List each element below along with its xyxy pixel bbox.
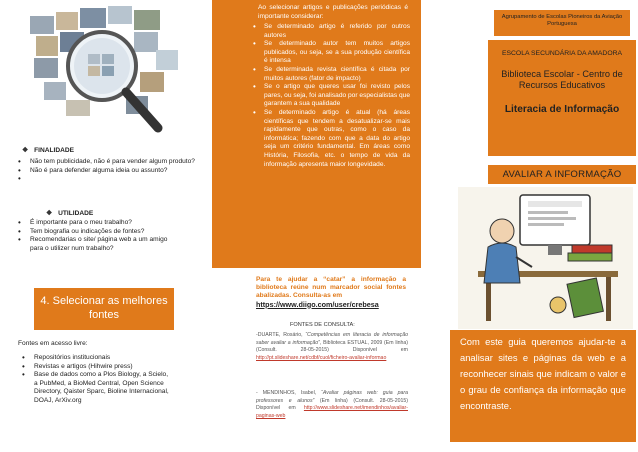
list-item: • Se determinado autor tem muitos artigos publicados, ou seja, se a sua produção científica é intensa [250, 40, 410, 66]
list-item: • Se determinado artigo é referido por outros autores [250, 23, 410, 40]
bookmark-text: Para te ajudar a “catar” a informação a biblioteca reúne num marcador social fontes abalizadas. Consulta-as em [256, 276, 406, 300]
list-item: • Recomendarias o site/ página web a um amigo para o utilizer num trabalho? [18, 236, 168, 253]
criteria-list [250, 23, 410, 169]
magnifier-collage-image [30, 6, 180, 134]
left-panel [0, 0, 210, 452]
diamond-bullet-icon: ❖ [22, 147, 29, 154]
criteria-intro: Ao selecionar artigos e publicações periódicas é importante considerar: [258, 4, 408, 20]
list-item: • É importante para o meu trabalho? [18, 219, 168, 228]
list-item: • Se determinado artigo é atual (há áreas científicas que tendem a desatualizar-se mais rapidamente que outras, como o caso da informática; fazendo com que a data do artigo seja um critério fundamental. Em áreas como História, Filosofia, etc. o tempo de vida da informação apresenta maior longevidade. [250, 109, 410, 169]
fontes-intro: Fontes em acesso livre: [18, 340, 88, 347]
list-item: • Se determinada revista científica é citada por muitos autores (fator de impacto) [250, 66, 410, 83]
utilidade-heading [46, 209, 93, 217]
bookmark-note [256, 276, 406, 309]
section4-title-box [34, 288, 174, 330]
guide-text: Com este guia queremos ajudar-te a analisar sites e páginas da web e a reconhecer sinais que indicam o valor e o grau de confiança da informação que encontraste. [460, 336, 626, 411]
list-item: • Base de dados como a Plos Biology, a Scielo, a PubMed, a BioMed Central, Open Science Directory, Qaister Sparc, Bioline Internacional, DOAJ, ArXiv.org [22, 371, 172, 405]
search-cartoon-image [458, 187, 633, 329]
ref2-title: “Avaliar páginas web: guia para professores e alunos” [256, 390, 408, 404]
literacia-title: Literacia de Informação [504, 103, 620, 115]
ref1-link[interactable]: http://pt.slideshare.net/cdbf/cuol/ficheiro-avaliar-informao [256, 354, 387, 361]
section4-title: 4. Selecionar as melhores fontes [40, 295, 168, 321]
avaliar-banner [488, 165, 636, 184]
reference-item [256, 390, 408, 420]
fontes-list [22, 354, 172, 406]
agrupamento-text: Agrupamento de Escolas Pioneiros da Aviação Portuguesa [501, 14, 623, 28]
reference-item [256, 332, 408, 362]
utilidade-title: UTILIDADE [58, 210, 94, 217]
list-item: • Tem biografia ou indicações de fontes? [18, 228, 168, 237]
list-item: • Repositórios institucionais [22, 354, 172, 363]
ref1-details: , Biblioteca ESTUAL, 2009 (Em linha) (Consult. 28-05-2015) Disponível em [256, 339, 409, 354]
diamond-bullet-icon: ❖ [46, 210, 53, 217]
finalidade-list [18, 158, 200, 184]
school-name: ESCOLA SECUNDÁRIA DA AMADORA [501, 50, 623, 57]
list-item: • Não é para defender alguma ideia ou assunto? [18, 167, 200, 176]
list-item: • Revistas e artigos (Hihwire press) [22, 363, 172, 372]
ref1-title: “Competências em literacia de informação saber avaliar a informação” [256, 332, 408, 346]
utilidade-list [18, 219, 168, 253]
guide-box [450, 330, 636, 442]
list-item [18, 175, 200, 184]
ref1-author: -DUARTE, Rosário, [256, 332, 306, 338]
finalidade-heading [22, 146, 74, 154]
diigo-link[interactable]: https://www.diigo.com/user/crebesa [256, 299, 379, 309]
ref2-details: (Em linha) (Consult. 28-05-2015) Disponível em [256, 397, 408, 412]
library-name: Biblioteca Escolar - Centro de Recursos Educativos [501, 68, 623, 91]
list-item: • Se o artigo que queres usar foi revisto pelos pares, ou seja, foi analisado por especialistas que garantem a sua qualidade [250, 83, 410, 109]
references-title: FONTES DE CONSULTA: [290, 322, 355, 328]
finalidade-title: FINALIDADE [34, 147, 75, 154]
title-block [488, 40, 636, 156]
list-item: • Não tem publicidade, não é para vender algum produto? [18, 158, 200, 167]
avaliar-title: AVALIAR A INFORMAÇÃO [502, 169, 622, 180]
ref2-link[interactable]: http://www.slideshare.net/imendinhos/avaliar-paginas-web [256, 405, 408, 419]
ref2-author: - MENDINHOS, Isabel, [256, 390, 322, 396]
agrupamento-box [494, 10, 630, 36]
